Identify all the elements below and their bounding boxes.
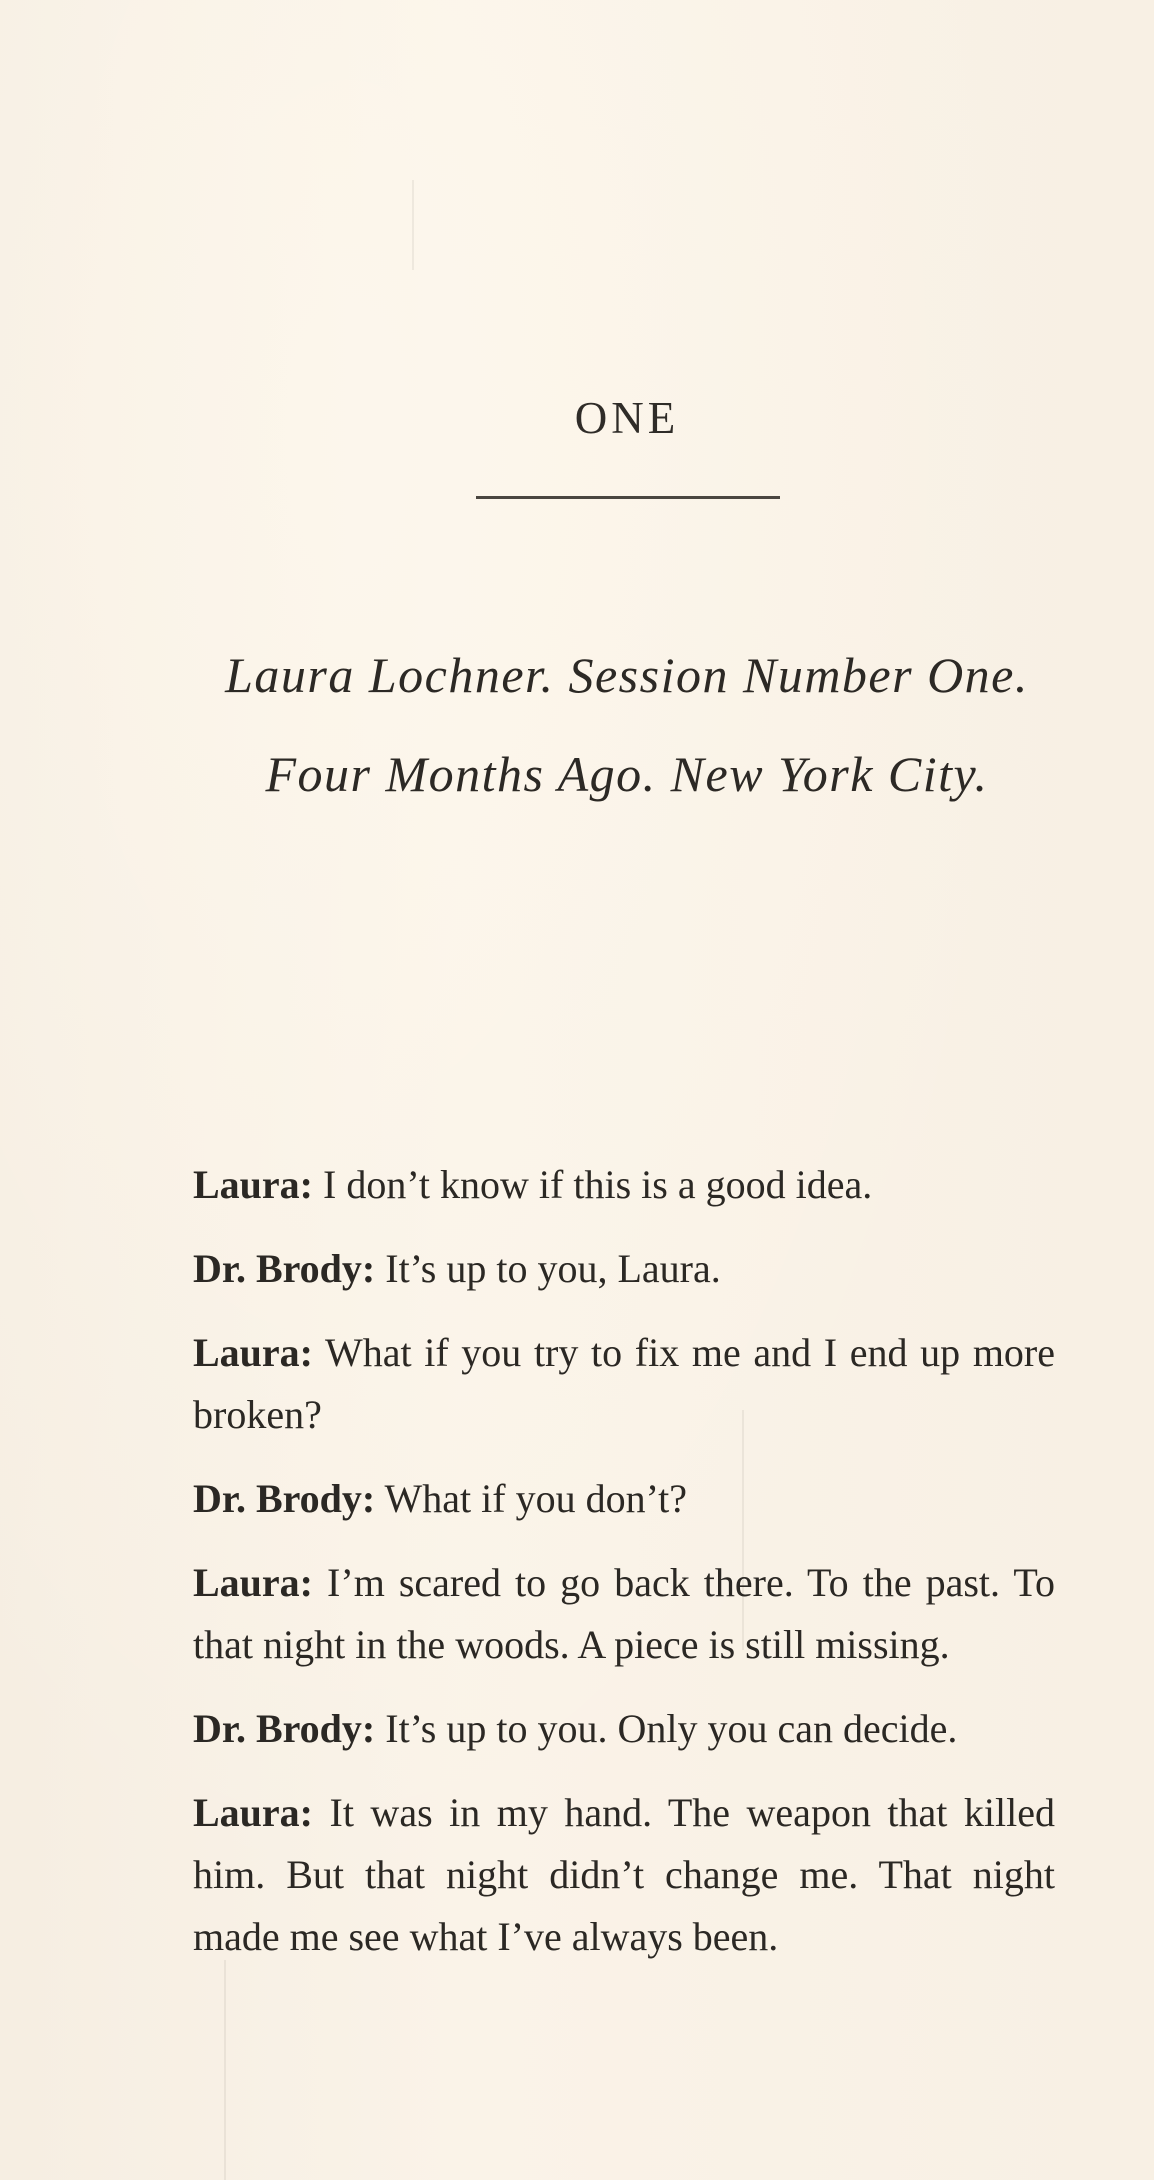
- dialogue-text: It was in my hand. The weapon that killed him. But that night didn’t change me. That night made me see what I’ve always been.: [193, 1790, 1055, 1959]
- dialogue-line: [193, 1782, 1055, 1968]
- session-subtitle-line2: Four Months Ago. New York City.: [265, 746, 989, 802]
- dialogue-line: [193, 1468, 1055, 1530]
- dialogue-line: [193, 1322, 1055, 1446]
- speaker-name: Dr. Brody:: [193, 1476, 376, 1521]
- paper-crease: [224, 1960, 226, 2180]
- dialogue-text: What if you don’t?: [384, 1476, 688, 1521]
- dialogue-transcript: [193, 1154, 1055, 1990]
- paper-crease: [412, 180, 414, 270]
- dialogue-text: I don’t know if this is a good idea.: [323, 1162, 873, 1207]
- dialogue-line: [193, 1154, 1055, 1216]
- session-subtitle-line1: Laura Lochner. Session Number One.: [225, 647, 1029, 703]
- dialogue-text: It’s up to you, Laura.: [385, 1246, 721, 1291]
- dialogue-line: [193, 1698, 1055, 1760]
- speaker-name: Laura:: [193, 1330, 313, 1375]
- chapter-title: ONE: [574, 393, 680, 443]
- dialogue-text: It’s up to you. Only you can decide.: [385, 1706, 958, 1751]
- speaker-name: Laura:: [193, 1790, 313, 1835]
- speaker-name: Dr. Brody:: [193, 1246, 376, 1291]
- speaker-name: Laura:: [193, 1560, 313, 1605]
- dialogue-line: [193, 1552, 1055, 1676]
- title-divider: [476, 496, 780, 499]
- dialogue-text: I’m scared to go back there. To the past. To that night in the woods. A piece is still missing.: [193, 1560, 1055, 1667]
- speaker-name: Laura:: [193, 1162, 313, 1207]
- dialogue-line: [193, 1238, 1055, 1300]
- speaker-name: Dr. Brody:: [193, 1706, 376, 1751]
- dialogue-text: What if you try to fix me and I end up more broken?: [193, 1330, 1056, 1437]
